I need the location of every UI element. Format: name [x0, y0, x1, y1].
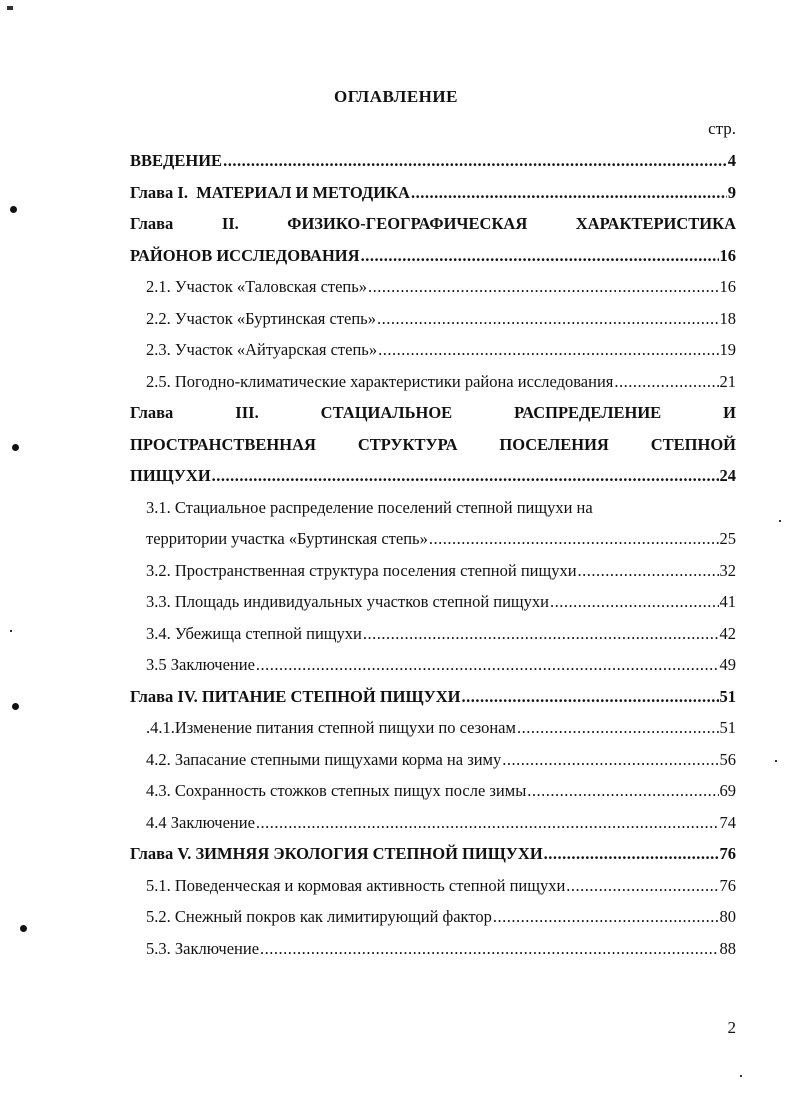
- toc-subentry[interactable]: [130, 933, 736, 965]
- toc-subentry[interactable]: [130, 901, 736, 933]
- scan-hole-mark: [12, 444, 19, 451]
- toc-page-number: 69: [719, 781, 736, 800]
- toc-subentry[interactable]: [130, 618, 736, 650]
- toc-subentry[interactable]: [130, 366, 736, 398]
- toc-subentry[interactable]: [130, 271, 736, 303]
- toc-page-number: 80: [719, 907, 736, 926]
- toc-page-number: 49: [719, 655, 736, 674]
- toc-page-number: 51: [719, 686, 736, 706]
- toc-page-number: 74: [719, 812, 736, 832]
- toc-entry-chapter-3[interactable]: [130, 460, 736, 492]
- toc-entry-text: 3.4. Убежища степной пищухи: [146, 623, 362, 643]
- toc-entry-text: 3.5 Заключение: [146, 655, 255, 674]
- toc-entry-text: Глава V. ЗИМНЯЯ ЭКОЛОГИЯ СТЕПНОЙ ПИЩУХИ: [130, 844, 543, 863]
- toc-page-number: 32: [719, 560, 736, 580]
- toc-entry-text: территории участка «Буртинская степь»: [146, 529, 428, 548]
- toc-subentry[interactable]: [130, 523, 736, 555]
- leader-dots: [256, 807, 719, 839]
- toc-entry-text: 2.2. Участок «Буртинская степь»: [146, 308, 376, 328]
- toc-subentry[interactable]: [130, 744, 736, 776]
- toc-page-number: 16: [719, 245, 736, 265]
- scan-hole-mark: [20, 925, 27, 932]
- toc-page-number: 41: [719, 592, 736, 611]
- toc-page-number: 76: [719, 844, 736, 863]
- leader-dots: [544, 838, 719, 870]
- toc-entry-chapter-5[interactable]: [130, 838, 736, 870]
- toc-chapter-3-line-1[interactable]: Глава III. СТАЦИАЛЬНОЕ РАСПРЕДЕЛЕНИЕ И: [130, 403, 736, 422]
- leader-dots: [462, 681, 719, 713]
- toc-subentry[interactable]: [130, 303, 736, 335]
- leader-dots: [578, 555, 719, 587]
- leader-dots: [527, 775, 718, 807]
- toc-entry-text: Глава IV. ПИТАНИЕ СТЕПНОЙ ПИЩУХИ: [130, 686, 461, 706]
- toc-page-number: 16: [719, 277, 736, 296]
- toc-entry-text: .4.1.Изменение питания степной пищухи по сезонам: [146, 718, 516, 737]
- toc-page-number: 76: [719, 875, 736, 895]
- page-number: 2: [727, 1018, 736, 1037]
- toc-subentry[interactable]: [130, 870, 736, 902]
- toc-subentry[interactable]: [130, 712, 736, 744]
- toc-entry-chapter-2[interactable]: [130, 240, 736, 272]
- leader-dots: [361, 240, 719, 272]
- toc-entry-text: 3.3. Площадь индивидуальных участков степной пищухи: [146, 592, 549, 611]
- toc-entry-text: 5.3. Заключение: [146, 938, 260, 958]
- leader-dots: [502, 744, 718, 776]
- leader-dots: [429, 523, 719, 555]
- toc-entry-chapter-1[interactable]: [130, 177, 736, 209]
- toc-subentry[interactable]: [130, 649, 736, 681]
- toc-entry-text: 5.2. Снежный покров как лимитирующий фактор: [146, 907, 492, 926]
- scan-speck: [775, 760, 777, 762]
- toc-entry-text: 2.3. Участок «Айтуарская степь»: [146, 340, 378, 359]
- leader-dots: [493, 901, 719, 933]
- page-column-label: стр.: [708, 119, 736, 138]
- leader-dots: [212, 460, 719, 492]
- toc-subentry[interactable]: [130, 807, 736, 839]
- toc-page-number: 51: [719, 718, 736, 737]
- toc-subentry-line-1[interactable]: 3.1. Стациальное распределение поселений степной пищухи на: [146, 497, 593, 517]
- toc-entry-text: 4.4 Заключение: [146, 812, 255, 832]
- scan-speck: [740, 1075, 742, 1077]
- leader-dots: [256, 649, 719, 681]
- toc-entry-text: 5.1. Поведенческая и кормовая активность степной пищухи: [146, 875, 566, 895]
- toc-entry-text: 2.1. Участок «Таловская степь»: [146, 277, 368, 296]
- toc-page-number: 25: [719, 529, 736, 548]
- table-of-contents: [130, 145, 736, 964]
- leader-dots: [363, 618, 719, 650]
- toc-chapter-3-line-2[interactable]: ПРОСТРАНСТВЕННАЯ СТРУКТУРА ПОСЕЛЕНИЯ СТЕПНОЙ: [130, 434, 736, 454]
- leader-dots: [223, 145, 727, 177]
- scan-speck: [7, 6, 13, 10]
- leader-dots: [614, 366, 718, 398]
- toc-entry-chapter-4[interactable]: [130, 681, 736, 713]
- toc-entry-text: ПИЩУХИ: [130, 466, 211, 485]
- toc-entry-text: 4.2. Запасание степными пищухами корма на зиму: [146, 749, 502, 769]
- toc-subentry[interactable]: [130, 555, 736, 587]
- toc-page-number: 88: [719, 938, 736, 958]
- toc-page-number: 21: [719, 371, 736, 391]
- toc-entry-text: 2.5. Погодно-климатические характеристики района исследования: [146, 371, 614, 391]
- toc-subentry[interactable]: [130, 775, 736, 807]
- toc-page-number: 19: [719, 340, 736, 359]
- leader-dots: [566, 870, 718, 902]
- leader-dots: [411, 177, 727, 209]
- toc-entry-text: ВВЕДЕНИЕ: [130, 151, 223, 170]
- toc-page-number: 9: [727, 182, 736, 202]
- scan-hole-mark: [12, 703, 19, 710]
- toc-entry-text: 4.3. Сохранность стожков степных пищух после зимы: [146, 781, 527, 800]
- toc-subentry[interactable]: [130, 334, 736, 366]
- scan-speck: [10, 630, 12, 632]
- leader-dots: [260, 933, 718, 965]
- toc-entry-text: Глава I. МАТЕРИАЛ И МЕТОДИКА: [130, 182, 410, 202]
- toc-entry-text: РАЙОНОВ ИССЛЕДОВАНИЯ: [130, 245, 360, 265]
- toc-chapter-2-line-1[interactable]: Глава II. ФИЗИКО-ГЕОГРАФИЧЕСКАЯ ХАРАКТЕРИСТИКА: [130, 214, 736, 233]
- toc-entry-intro[interactable]: [130, 145, 736, 177]
- leader-dots: [378, 334, 718, 366]
- toc-page-number: 42: [719, 623, 736, 643]
- scan-hole-mark: [10, 206, 17, 213]
- leader-dots: [377, 303, 719, 335]
- toc-subentry[interactable]: [130, 586, 736, 618]
- scan-speck: [779, 520, 781, 522]
- toc-page-number: 56: [719, 749, 736, 769]
- toc-entry-text: 3.2. Пространственная структура поселения степной пищухи: [146, 560, 577, 580]
- leader-dots: [550, 586, 719, 618]
- leader-dots: [368, 271, 718, 303]
- page-title: ОГЛАВЛЕНИЕ: [334, 87, 458, 106]
- toc-page-number: 4: [727, 151, 736, 170]
- toc-page-number: 18: [719, 308, 736, 328]
- leader-dots: [517, 712, 719, 744]
- toc-page-number: 24: [719, 466, 736, 485]
